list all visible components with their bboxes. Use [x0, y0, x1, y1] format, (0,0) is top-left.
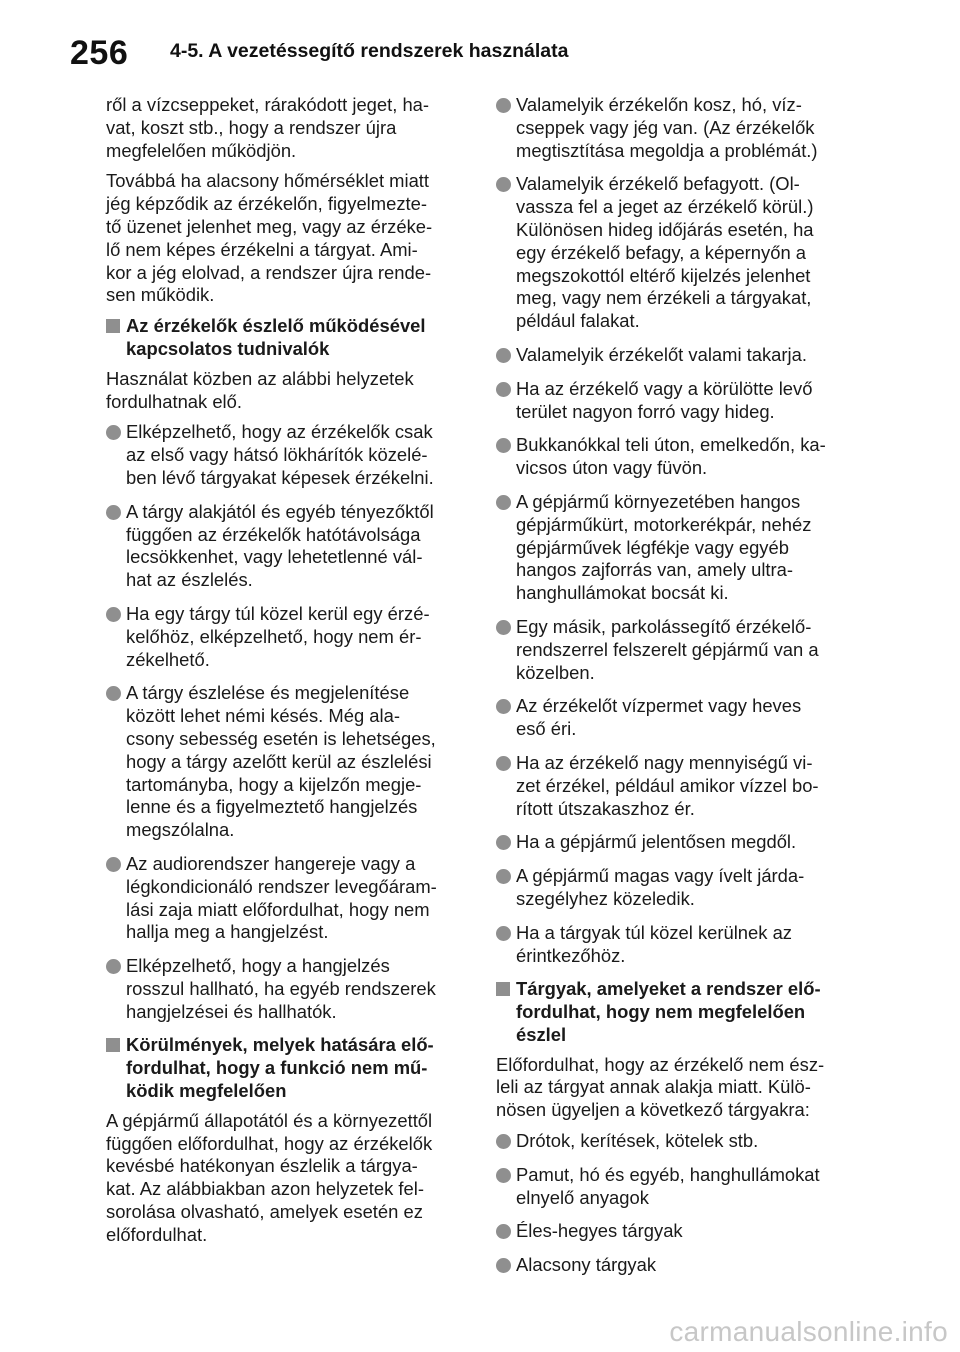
list-item: Ha az érzékelő vagy a körülötte levő terület nagyon forró vagy hideg. [496, 378, 858, 424]
section-heading: Tárgyak, amelyeket a rendszer elő- fordulhat, hogy nem megfelelően észlel [496, 978, 858, 1046]
list-item: Az audiorendszer hangereje vagy a légkondicionáló rendszer levegőáram- lási zaja miatt előfordulhat, hogy nem hallja meg a hangjelzést. [106, 853, 478, 944]
left-column [106, 94, 478, 1255]
page-header [0, 0, 960, 80]
list-item: Ha az érzékelő nagy mennyiségű vi- zet érzékel, például amikor vízzel bo- rított útszakaszhoz ér. [496, 752, 858, 820]
page-number: 256 [70, 34, 129, 72]
list-item: Ha egy tárgy túl közel kerül egy érzé- kelőhöz, elképzelhető, hogy nem ér- zékelhető. [106, 603, 478, 671]
section-heading: Körülmények, melyek hatására elő- fordulhat, hogy a funkció nem mű- ködik megfelelően [106, 1034, 478, 1102]
list-item: Bukkanókkal teli úton, emelkedőn, ka- vicsos úton vagy füvön. [496, 434, 858, 480]
list-item: A tárgy alakjától és egyéb tényezőktől függően az érzékelők hatótávolsága lecsökkenhet, vagy lehetetlenné vál- hat az észlelés. [106, 501, 478, 592]
list-item: Valamelyik érzékelő befagyott. (Ol- vassza fel a jeget az érzékelő körül.) Különösen hideg időjárás esetén, ha egy érzékelő befagy, a képernyőn a megszokottól eltérő kijelzés jelenhet meg, vagy nem érzékeli a tárgyakat, például falakat. [496, 173, 858, 333]
list-item: A tárgy észlelése és megjelenítése között lehet némi késés. Még ala- csony sebesség esetén is lehetséges, hogy a tárgy azelőtt kerül az észlelési tartományba, hogy a kijelzőn megje- lenne és a figyelmeztető hangjelzés megszólalna. [106, 682, 478, 842]
list-item: Pamut, hó és egyéb, hanghullámokat elnyelő anyagok [496, 1164, 858, 1210]
list-item: Alacsony tárgyak [496, 1254, 858, 1277]
list-item: Éles-hegyes tárgyak [496, 1220, 858, 1243]
list-item: Valamelyik érzékelőt valami takarja. [496, 344, 858, 367]
list-item: Az érzékelőt vízpermet vagy heves eső éri. [496, 695, 858, 741]
list-item: Elképzelhető, hogy az érzékelők csak az első vagy hátsó lökhárítók közelé- ben lévő tárgyakat képesek érzékelni. [106, 421, 478, 489]
list-item: Valamelyik érzékelőn kosz, hó, víz- cseppek vagy jég van. (Az érzékelők megtisztítása megoldja a problémát.) [496, 94, 858, 162]
section-heading: Az érzékelők észlelő működésével kapcsolatos tudnivalók [106, 315, 478, 361]
list-item: A gépjármű magas vagy ívelt járda- szegélyhez közeledik. [496, 865, 858, 911]
watermark: carmanualsonline.info [669, 1316, 948, 1347]
list-item: Ha a tárgyak túl közel kerülnek az érintkezőhöz. [496, 922, 858, 968]
paragraph: Használat közben az alábbi helyzetek fordulhatnak elő. [106, 367, 414, 412]
list-item: Drótok, kerítések, kötelek stb. [496, 1130, 858, 1153]
list-item: A gépjármű környezetében hangos gépjárműkürt, motorkerékpár, nehéz gépjárművek légfékje vagy egyéb hangos zajforrás van, amely ultra- hanghullámokat bocsát ki. [496, 491, 858, 605]
right-column [496, 94, 858, 1288]
list-item: Elképzelhető, hogy a hangjelzés rosszul hallható, ha egyéb rendszerek hangjelzései és hallhatók. [106, 955, 478, 1023]
list-item: Ha a gépjármű jelentősen megdől. [496, 831, 858, 854]
paragraph: A gépjármű állapotától és a környezettől függően előfordulhat, hogy az érzékelők kevésbé hatékonyan észlelik a tárgya- kat. Az alábbiakban azon helyzetek fel- sorolása olvasható, amelyek esetén ez előfordulhat. [106, 1109, 433, 1245]
list-item: Egy másik, parkolássegítő érzékelő- rendszerrel felszerelt gépjármű van a közelben. [496, 616, 858, 684]
paragraph: Előfordulhat, hogy az érzékelő nem ész- leli az tárgyat annak alakja miatt. Külö- nösen ügyeljen a következő tárgyakra: [496, 1053, 825, 1121]
section-title: 4-5. A vezetéssegítő rendszerek használata [170, 40, 569, 62]
paragraph: ről a vízcseppeket, rárakódott jeget, ha- vat, koszt stb., hogy a rendszer újra megfelelően működjön. [106, 94, 430, 161]
paragraph: Továbbá ha alacsony hőmérséklet miatt jég képződik az érzékelőn, figyelmezte- tő üzenet jelenhet meg, vagy az érzéke- lő nem képes érzékelni a tárgyat. Ami- kor a jég elolvad, a rendszer újra rende- sen működik. [106, 170, 433, 306]
